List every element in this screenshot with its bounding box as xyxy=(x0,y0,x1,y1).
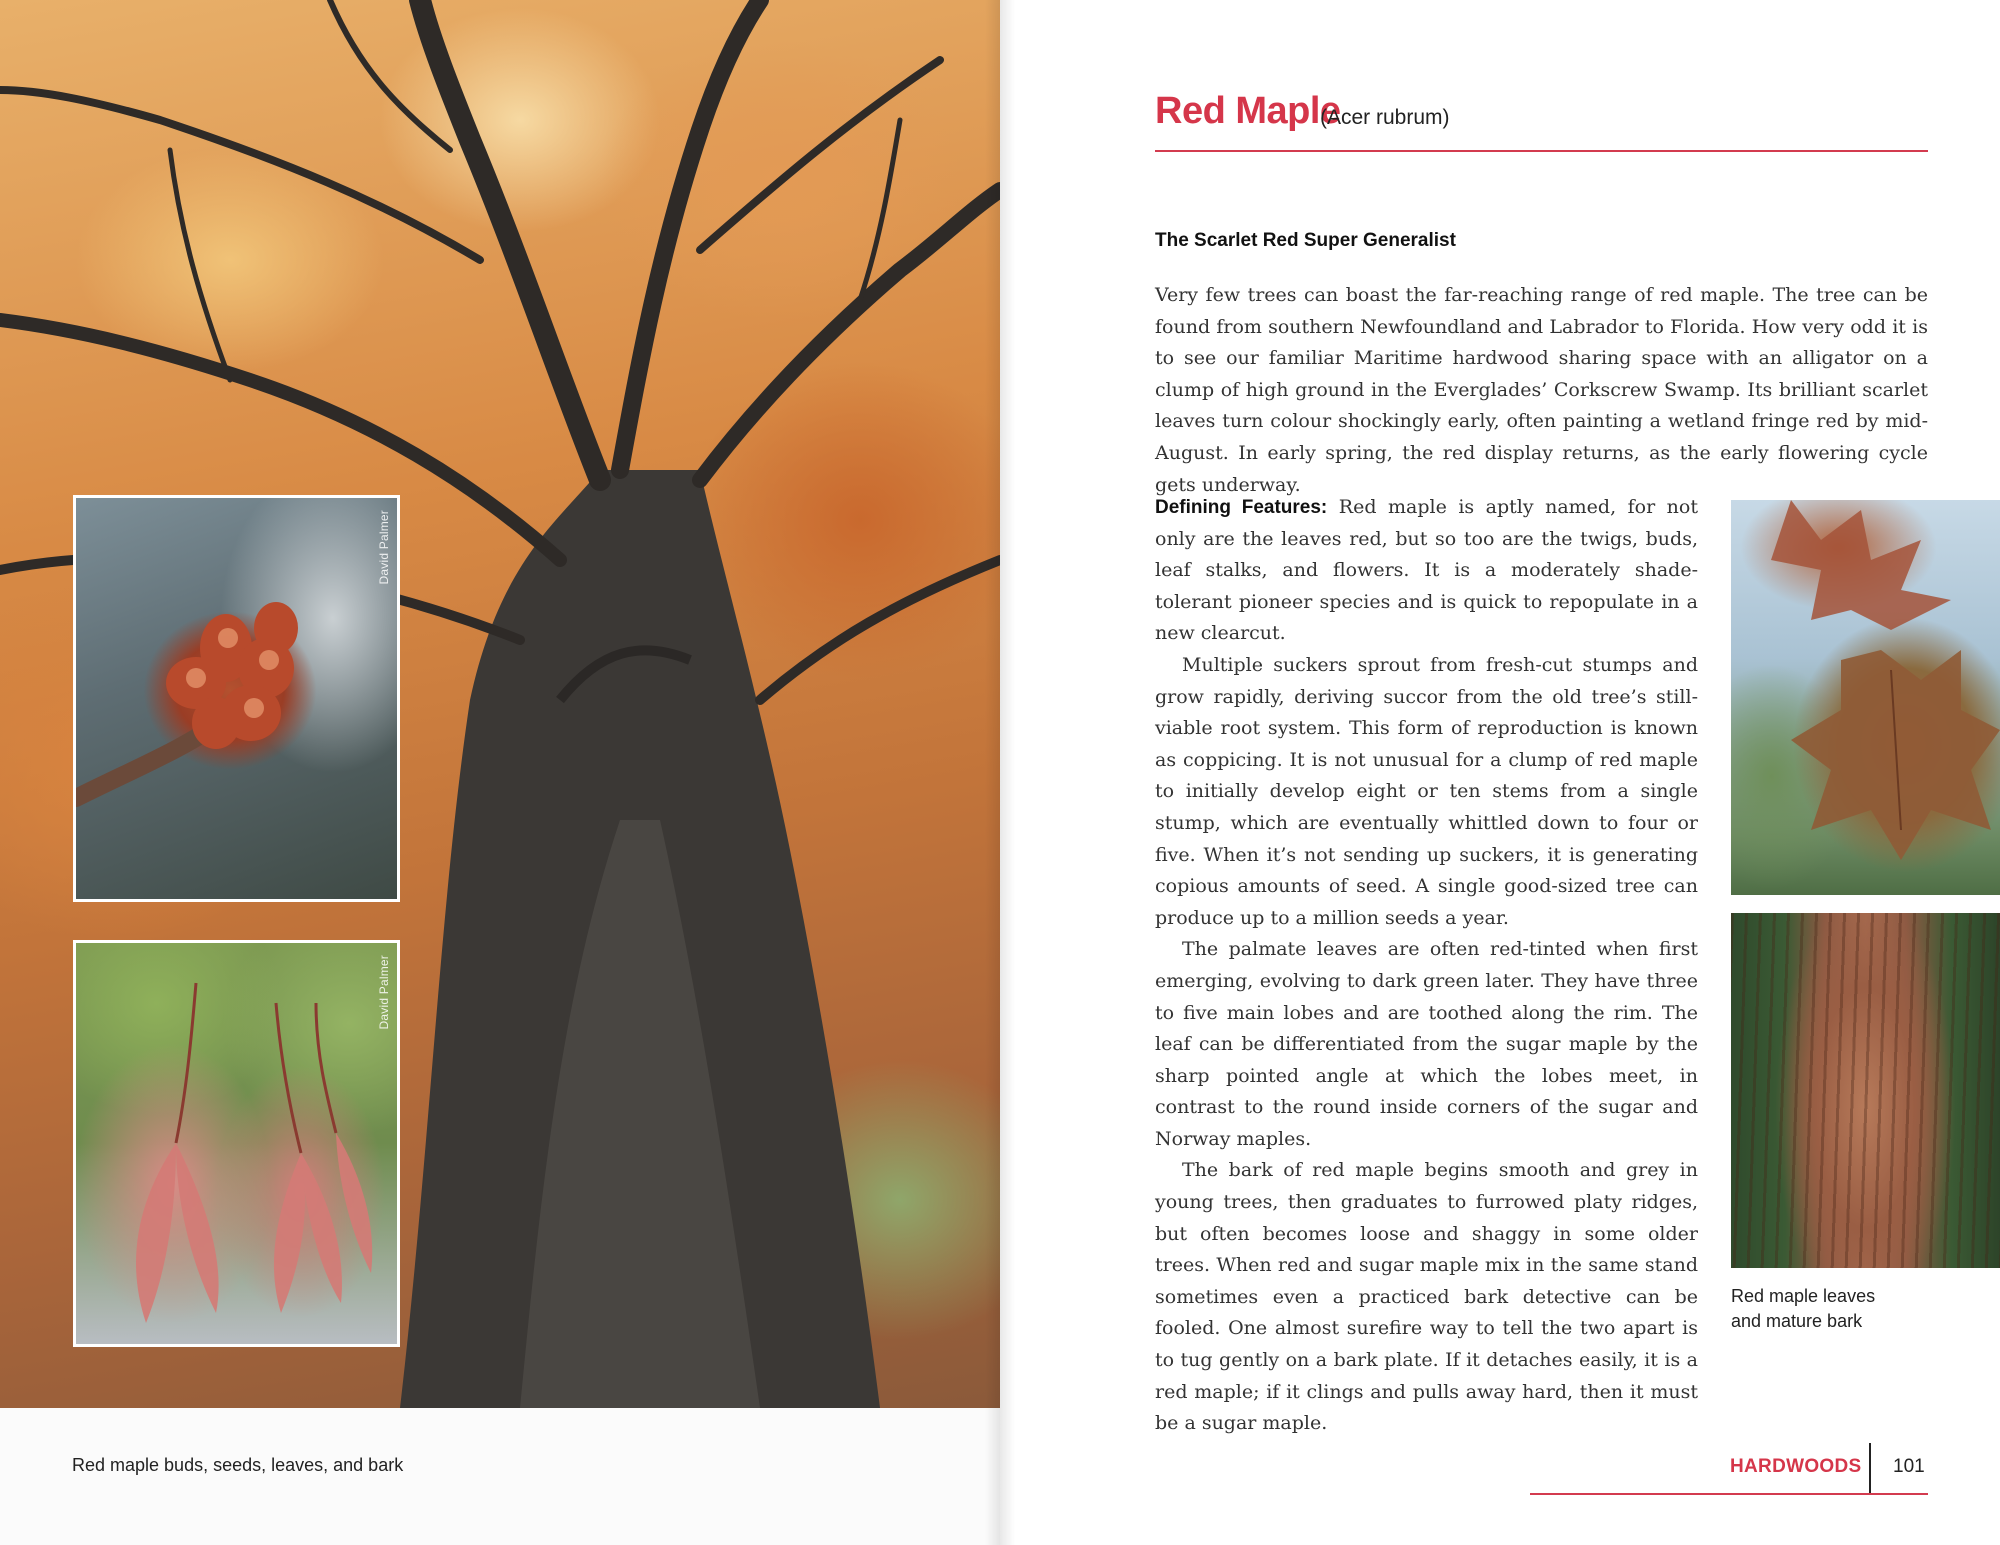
latin-name: (Acer rubrum) xyxy=(1320,106,1450,129)
page-number: 101 xyxy=(1893,1456,1925,1477)
species-title: Red Maple xyxy=(1155,90,1341,132)
buds-illustration xyxy=(76,498,397,899)
page-gutter-shadow xyxy=(985,0,1015,1545)
features-paragraph-1 xyxy=(1155,492,1698,650)
footer-rule xyxy=(1530,1493,1928,1495)
section-heading: The Scarlet Red Super Generalist xyxy=(1155,230,1456,251)
side-photo-caption xyxy=(1731,1284,1931,1334)
red-maple-leaves-photo xyxy=(1731,500,2000,895)
leaves-illustration xyxy=(1731,500,2000,895)
defining-features-block xyxy=(1155,492,1698,1440)
photo-credit: David Palmer xyxy=(377,510,391,585)
seeds-illustration xyxy=(76,943,397,1344)
intro-paragraph: Very few trees can boast the far-reaching range of red maple. The tree can be found from southern Newfoundland and Labrador to Florida. How very odd it is to see our familiar Maritime hardwood sharing space with an alligator on a clump of high ground in the Everglades’ Corkscrew Swamp. Its brilliant scarlet leaves turn colour shockingly early, often painting a wetland fringe red by mid-August. In early spring, the red display returns, as the early flowering cycle gets underway. xyxy=(1155,284,1928,496)
photo-credit: David Palmer xyxy=(377,955,391,1030)
section-label: HARDWOODS xyxy=(1730,1456,1862,1477)
features-paragraph-3: The palmate leaves are often red-tinted when first emerging, evolving to dark green later. They have three to five main lobes and are toothed along the rim. The leaf can be differentiated from the sugar maple by the sharp pointed angle at which the lobes meet, in contrast to the round inside corners of the sugar and Norway maples. xyxy=(1155,938,1698,1150)
red-maple-buds-photo xyxy=(73,495,400,902)
features-paragraph-2: Multiple suckers sprout from fresh-cut stumps and grow rapidly, deriving succor from the old tree’s still-viable root system. This form of reproduction is known as coppicing. It is not unusual for a clump of red maple to initially develop eight or ten stems from a single stump, which are eventually whittled down to four or five. When it’s not sending up suckers, it is generating copious amounts of seed. A single good-sized tree can produce up to a million seeds a year. xyxy=(1155,653,1698,929)
red-maple-seeds-photo xyxy=(73,940,400,1347)
footer-divider xyxy=(1869,1443,1871,1493)
features-paragraph-1-text: Red maple is aptly named, for not only are the leaves red, but so too are the twigs, buds, leaf stalks, and flowers. It is a moderately shade-tolerant pioneer species and is quick to repopulate in a new clearcut. xyxy=(1155,496,1698,645)
red-maple-bark-photo xyxy=(1731,913,2000,1268)
side-caption-line-2: and mature bark xyxy=(1731,1311,1863,1331)
features-paragraph-4: The bark of red maple begins smooth and grey in young trees, then graduates to furrowed platy ridges, but often becomes loose and shaggy in some older trees. When red and sugar maple mix in the same stand sometimes even a practiced bark detective can be fooled. One almost surefire way to tell the two apart is to tug gently on a bark plate. If it detaches easily, it is a red maple; if it clings and pulls away hard, then it must be a sugar maple. xyxy=(1155,1159,1698,1435)
red-maple-tree-photo xyxy=(0,0,1000,1408)
left-page-caption: Red maple buds, seeds, leaves, and bark xyxy=(72,1455,404,1475)
side-caption-line-1: Red maple leaves xyxy=(1731,1286,1876,1306)
features-label: Defining Features: xyxy=(1155,497,1328,518)
species-title-row xyxy=(1155,90,1928,152)
